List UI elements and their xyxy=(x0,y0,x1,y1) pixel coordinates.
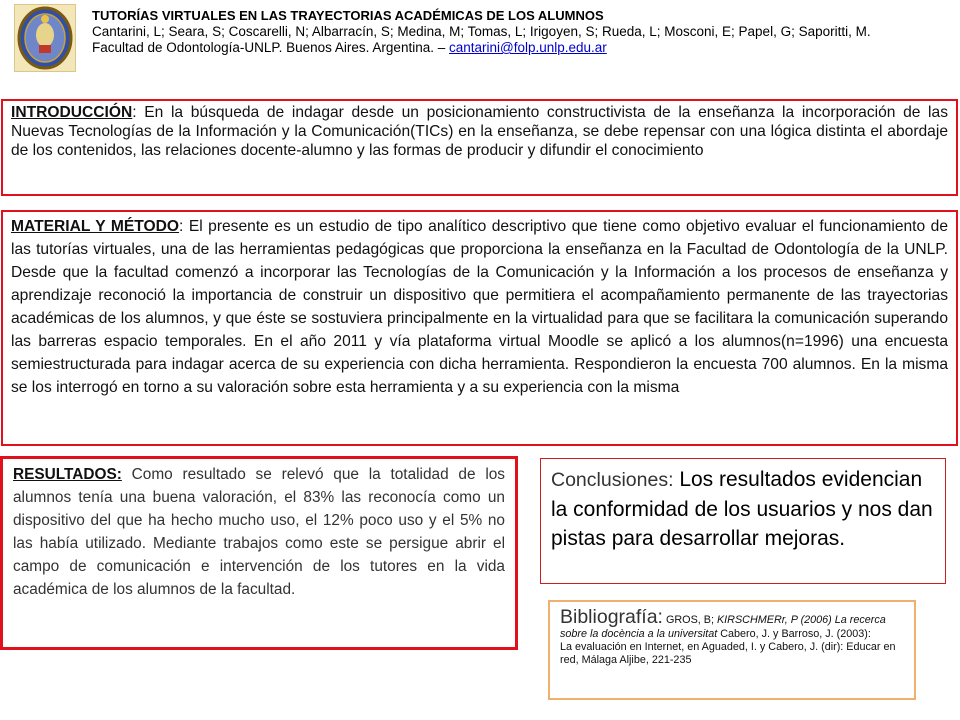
reference-1-rest: Cabero, J. y Barroso, J. (2003): xyxy=(717,628,871,640)
conclusiones-heading: Conclusiones: xyxy=(551,469,674,491)
introduccion-section xyxy=(1,99,958,196)
poster-title: TUTORÍAS VIRTUALES EN LAS TRAYECTORIAS ACADÉMICAS DE LOS ALUMNOS xyxy=(92,8,604,23)
reference-1-authors: GROS, B; xyxy=(662,614,717,626)
seal-emblem-icon xyxy=(15,5,75,71)
resultados-heading: RESULTADOS: xyxy=(13,466,122,483)
email-link[interactable]: cantarini@folp.unlp.edu.ar xyxy=(449,40,607,55)
conclusiones-text: Los resultados evidencian la conformidad de los usuarios y nos dan pistas para desarrollar mejoras. xyxy=(551,468,933,550)
conclusiones-section xyxy=(540,458,946,584)
resultados-section xyxy=(0,456,518,650)
affiliation-text: Facultad de Odontología-UNLP. Buenos Aires. Argentina. – xyxy=(92,40,446,55)
reference-2: La evaluación en Internet, en Aguaded, I. y Cabero, J. (dir): Educar en red, Málaga Aljibe, 221-235 xyxy=(560,641,896,666)
university-seal xyxy=(14,4,76,72)
author-list: Cantarini, L; Seara, S; Coscarelli, N; Albarracín, S; Medina, M; Tomas, L; Irigoyen, S; Rueda, L; Mosconi, E; Papel, G; Saporitti, M. xyxy=(92,24,871,39)
affiliation-line xyxy=(92,40,942,56)
reference-1-title: KIRSCHMERr, P (2006) La recerca sobre la docència a la universitat xyxy=(560,614,886,640)
bibliografia-section xyxy=(548,600,916,700)
bibliografia-heading: Bibliografía: xyxy=(560,606,663,628)
introduccion-heading: INTRODUCCIÓN xyxy=(11,104,133,121)
introduccion-text: : En la búsqueda de indagar desde un posicionamiento constructivista de la enseñanza la incorporación de las Nuevas Tecnologías de la Información y la Comunicación(TICs) en la enseñanza, se debe repensar con una lógica distinta el abordaje de los contenidos, las relaciones docente-alumno y las formas de producir y difundir el conocimiento xyxy=(11,104,948,159)
resultados-text: Como resultado se relevó que la totalidad de los alumnos tenía una buena valoración, el 83% las reconocía como un dispositivo del que ha hecho mucho uso, el 12% poco uso y el 5% no las había utilizado. Mediante trabajos como este se persigue abrir el campo de comunicación e intervención de los tutores en la vida académica de los alumnos de la facultad. xyxy=(13,466,505,598)
poster-header xyxy=(92,8,942,56)
material-metodo-section xyxy=(1,210,958,446)
material-metodo-text: : El presente es un estudio de tipo analítico descriptivo que tiene como objetivo evaluar el funcionamiento de las tutorías virtuales, una de las herramientas pedagógicas que proporciona la enseñanza en la Facultad de Odontología de la UNLP. Desde que la facultad comenzó a incorporar las Tecnologías de la Comunicación y la Información a los procesos de enseñanza y aprendizaje reconoció la importancia de construir un dispositivo que permitiera el acompañamiento permanente de las trayectorias académicas de los alumnos, y que éste se sostuviera principalmente en la virtualidad para que se facilitara la comunicación superando las barreras espacio temporales. En el año 2011 y vía plataforma virtual Moodle se aplicó a los alumnos(n=1996) una encuesta semiestructurada para indagar acerca de su experiencia con dicha herramienta. Respondieron la encuesta 700 alumnos. En la misma se los interrogó en torno a su valoración sobre esta herramienta y a su experiencia con la misma xyxy=(11,218,948,396)
material-metodo-heading: MATERIAL Y MÉTODO xyxy=(11,218,180,235)
